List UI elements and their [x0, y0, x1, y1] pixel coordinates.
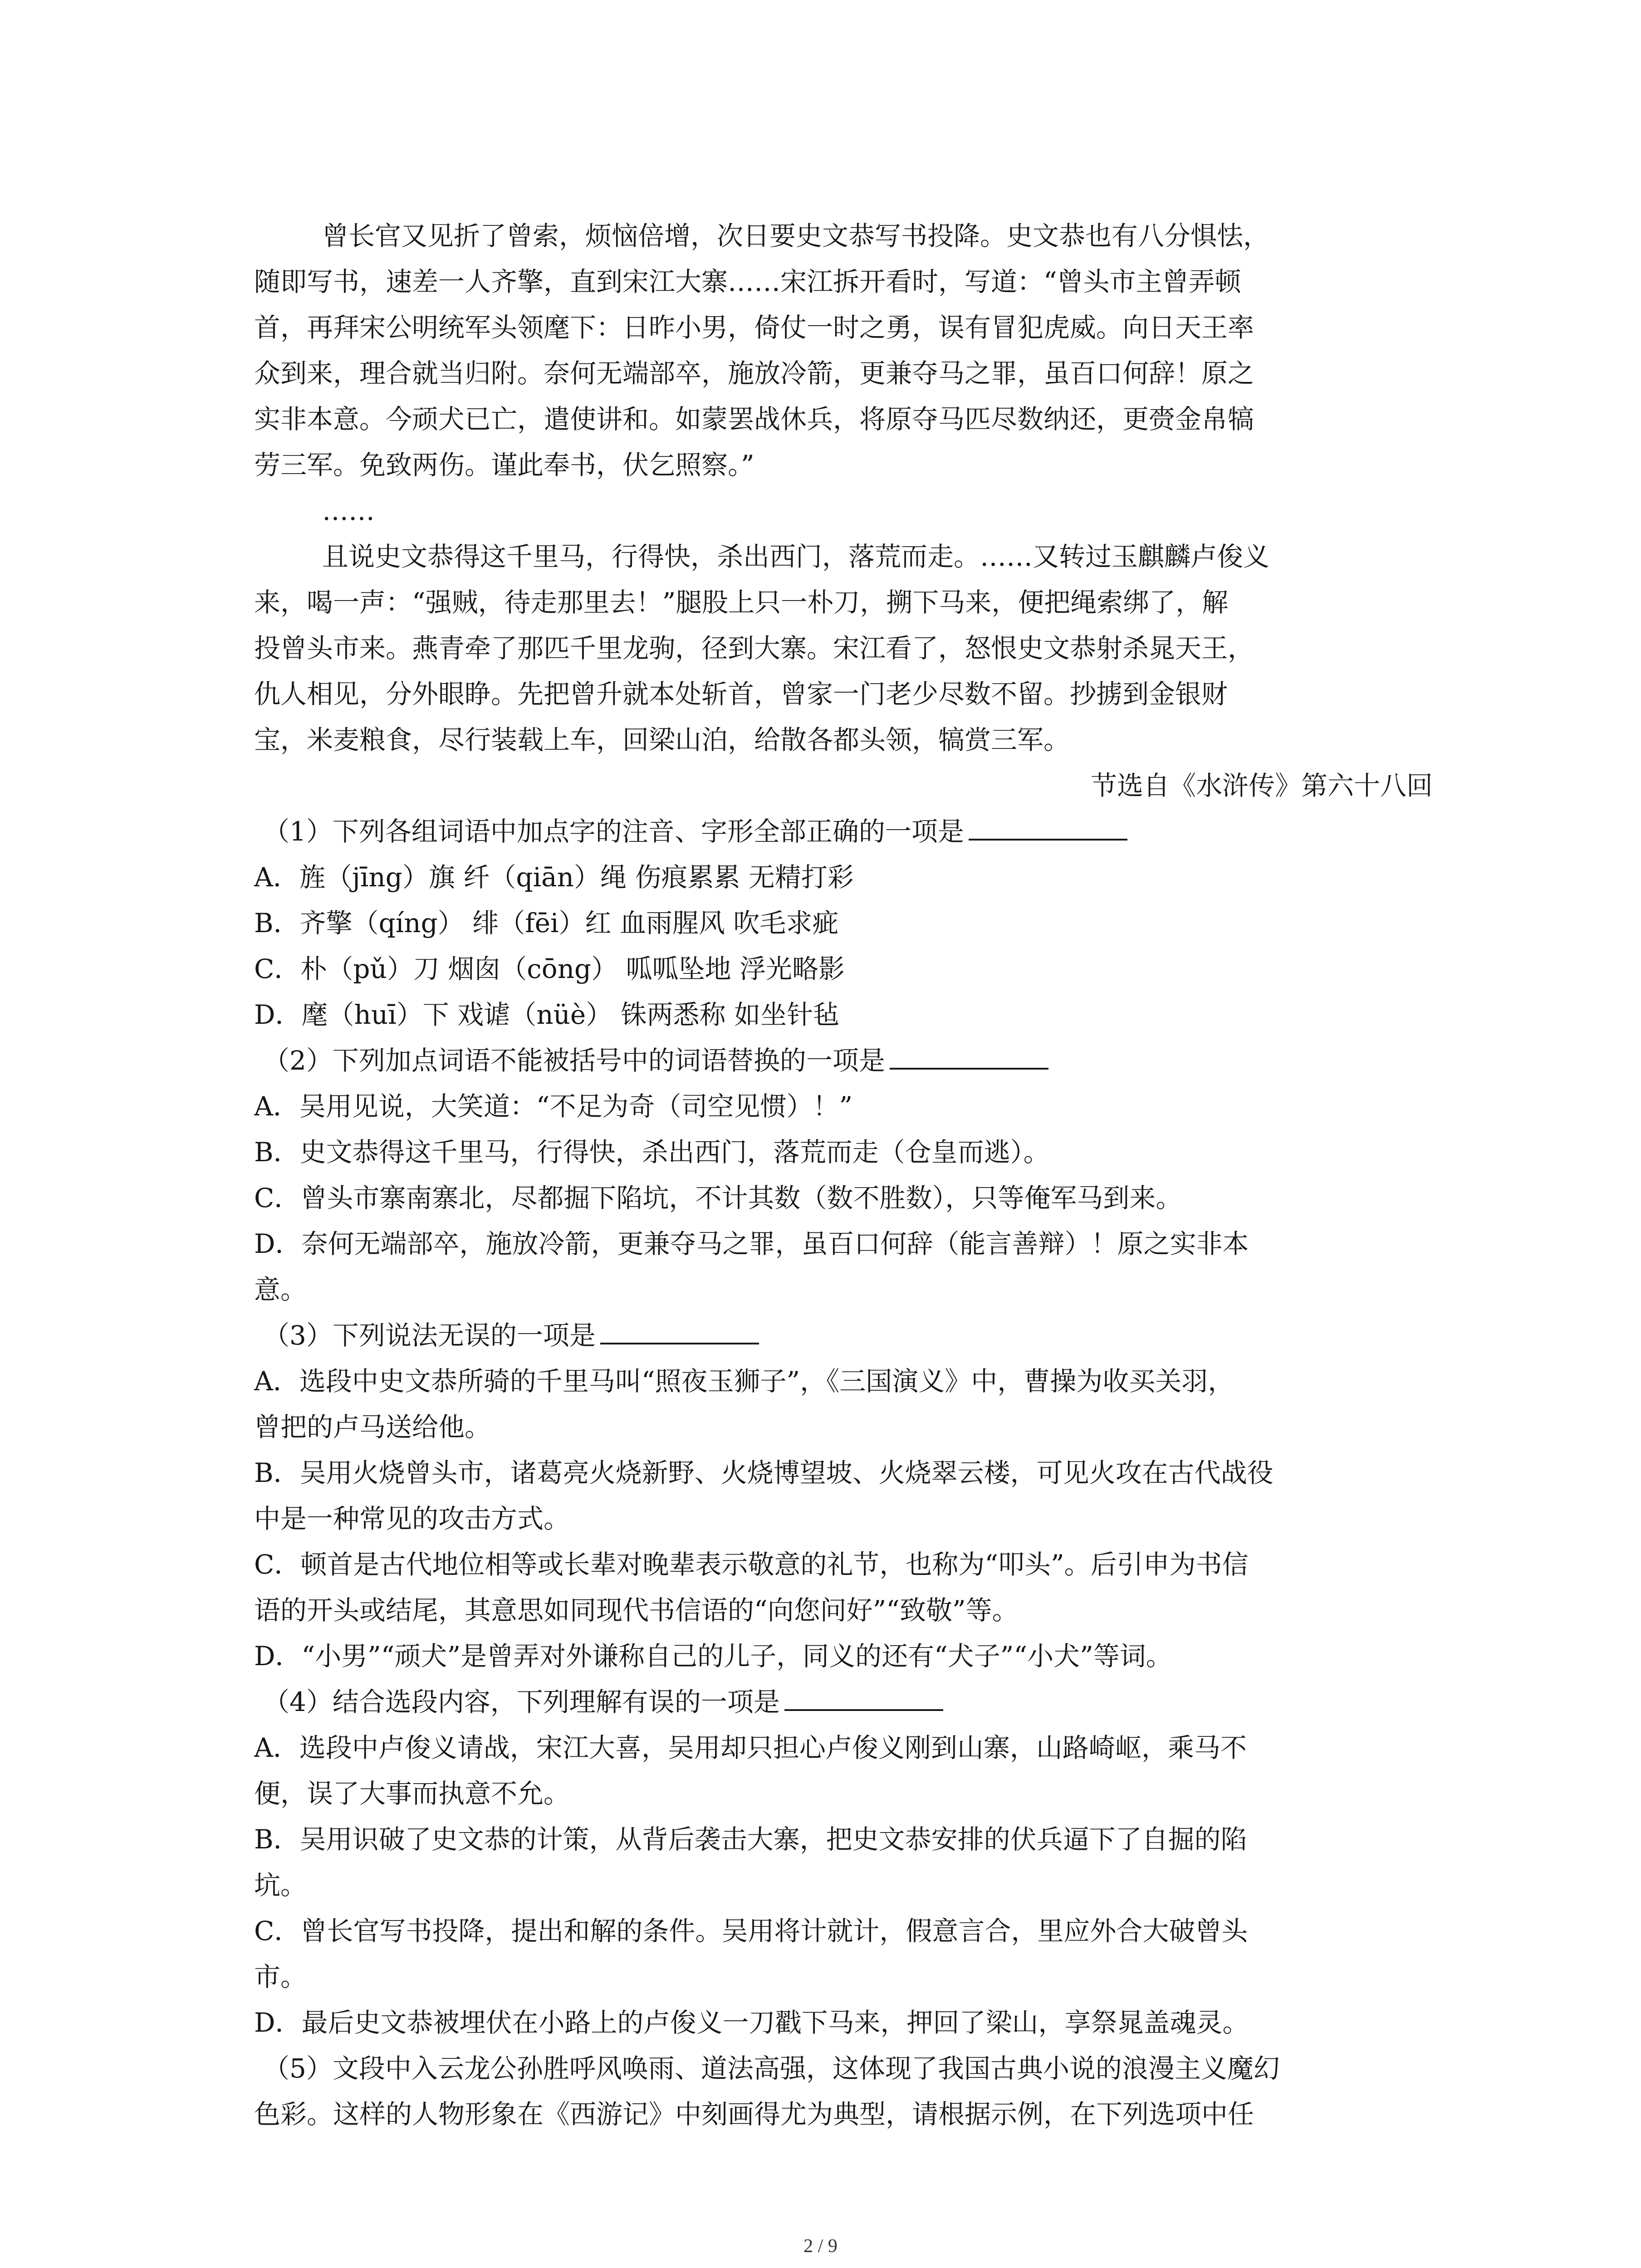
question-4 — [254, 1679, 1433, 2046]
question-3-option-b-cont: 中是一种常见的攻击方式。 — [254, 1503, 570, 1534]
passage-ellipsis: …… — [322, 495, 375, 526]
question-4-option-a-cont: 便，误了大事而执意不允。 — [254, 1778, 570, 1809]
passage-line: 且说史文恭得这千里马，行得快，杀出西门，落荒而走。……又转过玉麒麟卢俊义 — [322, 541, 1270, 572]
passage-line: 实非本意。今顽犬已亡，遣使讲和。如蒙罢战休兵，将原夺马匹尽数纳还，更赍金帛犒 — [254, 404, 1254, 435]
page-number: 2 / 9 — [803, 2236, 838, 2257]
passage-line: 随即写书，速差一人齐擎，直到宋江大寨……宋江拆开看时，写道：“曾头市主曾弄顿 — [254, 266, 1241, 297]
question-1-option-c: C．朴（pǔ）刀 烟囱（cōng） 呱呱坠地 浮光略影 — [254, 953, 845, 984]
question-3-option-b: B．吴用火烧曾头市，诸葛亮火烧新野、火烧博望坡、火烧翠云楼，可见火攻在古代战役 — [254, 1457, 1274, 1488]
question-4-text: （4）结合选段内容，下列理解有误的一项是 — [263, 1686, 780, 1717]
passage-line: 众到来，理合就当归附。奈何无端部卒，施放冷箭，更兼夺马之罪，虽百口何辞！原之 — [254, 358, 1254, 389]
question-2-option-d-cont: 意。 — [254, 1274, 307, 1305]
question-4-option-c-cont: 市。 — [254, 1961, 307, 1992]
passage-line: 来，喝一声：“强贼，待走那里去！”腿股上只一朴刀，搠下马来，便把绳索绑了，解 — [254, 587, 1229, 618]
passage-line: 曾长官又见折了曾索，烦恼倍增，次日要史文恭写书投降。史文恭也有八分惧怯， — [322, 220, 1270, 251]
passage-line: 仇人相见，分外眼睁。先把曾升就本处斩首，曾家一门老少尽数不留。抄掳到金银财 — [254, 679, 1228, 709]
question-2-option-a: A．吴用见说，大笑道：“不足为奇（司空见惯）！” — [254, 1091, 853, 1122]
question-3-title — [254, 1313, 1433, 1359]
question-2-text: （2）下列加点词语不能被括号中的词语替换的一项是 — [263, 1045, 885, 1076]
question-3-option-c-cont: 语的开头或结尾，其意思如同现代书信语的“向您问好”“致敬”等。 — [254, 1595, 1019, 1626]
question-2-title — [254, 1038, 1433, 1084]
question-1-text: （1）下列各组词语中加点字的注音、字形全部正确的一项是 — [263, 816, 964, 847]
question-3-text: （3）下列说法无误的一项是 — [263, 1320, 596, 1351]
question-1-title — [254, 809, 1433, 855]
question-5 — [254, 2046, 1433, 2137]
question-1 — [254, 809, 1433, 1038]
question-2-option-c: C．曾头市寨南寨北，尽都掘下陷坑，不计其数（数不胜数），只等俺军马到来。 — [254, 1183, 1182, 1213]
question-3-option-d: D．“小男”“顽犬”是曾弄对外谦称自己的儿子，同义的还有“犬子”“小犬”等词。 — [254, 1641, 1172, 1672]
question-3-option-c: C．顿首是古代地位相等或长辈对晚辈表示敬意的礼节，也称为“叩头”。后引申为书信 — [254, 1549, 1249, 1580]
question-4-option-b-cont: 坑。 — [254, 1870, 307, 1901]
question-2-option-b: B．史文恭得这千里马，行得快，杀出西门，落荒而走（仓皇而逃）。 — [254, 1137, 1050, 1168]
question-5-line: 色彩。这样的人物形象在《西游记》中刻画得尤为典型，请根据示例，在下列选项中任 — [254, 2099, 1254, 2130]
question-4-title — [254, 1679, 1433, 1725]
passage-line: 首，再拜宋公明统军头领麾下：日昨小男，倚仗一时之勇，误有冒犯虎威。向日天王率 — [254, 312, 1254, 343]
page-content — [254, 213, 1433, 2137]
passage — [254, 213, 1433, 809]
question-3-option-a: A．选段中史文恭所骑的千里马叫“照夜玉狮子”，《三国演义》中，曹操为收买关羽， — [254, 1366, 1234, 1397]
question-4-option-c: C．曾长官写书投降，提出和解的条件。吴用将计就计，假意言合，里应外合大破曾头 — [254, 1916, 1248, 1946]
passage-source: 节选自《水浒传》第六十八回 — [1090, 770, 1433, 801]
question-3-option-a-cont: 曾把的卢马送给他。 — [254, 1412, 491, 1442]
passage-line: 劳三军。免致两伤。谨此奉书，伏乞照察。” — [254, 450, 754, 480]
question-4-option-b: B．吴用识破了史文恭的计策，从背后袭击大寨，把史文恭安排的伏兵逼下了自掘的陷 — [254, 1824, 1247, 1855]
question-5-line: （5）文段中入云龙公孙胜呼风唤雨、道法高强，这体现了我国古典小说的浪漫主义魔幻 — [263, 2053, 1280, 2084]
question-2-option-d: D．奈何无端部卒，施放冷箭，更兼夺马之罪，虽百口何辞（能言善辩）！原之实非本 — [254, 1228, 1249, 1259]
question-1-option-d: D．麾（huī）下 戏谑（nüè） 铢两悉称 如坐针毡 — [254, 999, 840, 1030]
question-4-option-a: A．选段中卢俊义请战，宋江大喜，吴用却只担心卢俊义刚到山寨，山路崎岖，乘马不 — [254, 1732, 1247, 1763]
question-2 — [254, 1038, 1433, 1313]
answer-blank[interactable] — [600, 1319, 759, 1344]
answer-blank[interactable] — [890, 1044, 1048, 1070]
answer-blank[interactable] — [784, 1686, 943, 1711]
passage-line: 宝，米麦粮食，尽行装载上车，回梁山泊，给散各都头领，犒赏三军。 — [254, 724, 1070, 755]
question-4-option-d: D．最后史文恭被埋伏在小路上的卢俊义一刀戳下马来，押回了梁山，享祭晁盖魂灵。 — [254, 2007, 1249, 2038]
question-1-option-b: B．齐擎（qíng） 绯（fēi）红 血雨腥风 吹毛求疵 — [254, 908, 839, 938]
question-3 — [254, 1313, 1433, 1679]
question-1-option-a: A．旌（jīng）旗 纤（qiān）绳 伤痕累累 无精打彩 — [254, 862, 854, 893]
answer-blank[interactable] — [969, 815, 1127, 841]
passage-line: 投曾头市来。燕青牵了那匹千里龙驹，径到大寨。宋江看了，怒恨史文恭射杀晁天王， — [254, 633, 1254, 664]
